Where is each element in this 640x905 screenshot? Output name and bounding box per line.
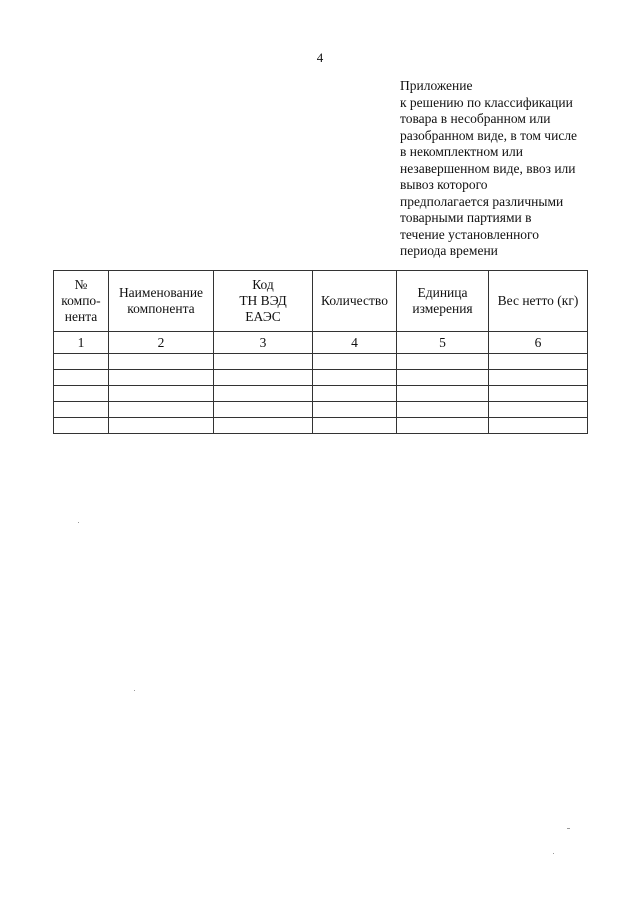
table-cell (109, 370, 214, 386)
column-number: 3 (214, 332, 313, 354)
column-number: 5 (397, 332, 489, 354)
table-cell (489, 354, 588, 370)
table-cell (397, 354, 489, 370)
appendix-line: незавершенном виде, ввоз или (400, 160, 576, 176)
table-cell (397, 418, 489, 434)
table-row (54, 354, 588, 370)
header-line: ЕАЭС (245, 309, 281, 324)
appendix-line: к решению по классификации (400, 94, 573, 110)
table-cell (54, 418, 109, 434)
header-line: Количество (321, 293, 388, 308)
header-line: нента (64, 309, 98, 324)
appendix-line: периода времени (400, 243, 498, 258)
table-cell (313, 386, 397, 402)
header-line: компо- (61, 293, 101, 308)
table-cell (214, 354, 313, 370)
scan-speck (553, 853, 554, 854)
header-component-name (109, 271, 214, 332)
column-number-row (54, 332, 588, 354)
header-net-weight (489, 271, 588, 332)
table-row (54, 418, 588, 434)
table-cell (109, 354, 214, 370)
header-line: Наименование (118, 285, 204, 300)
scan-speck (134, 690, 135, 691)
table-cell (54, 354, 109, 370)
table-cell (214, 418, 313, 434)
appendix-line: течение установленного (400, 226, 540, 242)
header-line: измерения (412, 301, 473, 316)
table-cell (109, 402, 214, 418)
table-cell (109, 418, 214, 434)
table-cell (489, 402, 588, 418)
table-cell (489, 418, 588, 434)
table-cell (214, 402, 313, 418)
page-number: 4 (316, 50, 324, 65)
table-cell (313, 354, 397, 370)
table-cell (313, 402, 397, 418)
header-line: Единица (417, 285, 468, 300)
appendix-line: предполагается различными (400, 193, 564, 209)
appendix-line: вывоз которого (400, 177, 488, 192)
table-cell (397, 386, 489, 402)
appendix-line: разобранном виде, в том числе (400, 127, 578, 143)
header-line: компонента (127, 301, 195, 316)
scan-speck (78, 522, 79, 523)
table-header-row (54, 271, 588, 332)
table-cell (54, 370, 109, 386)
table-cell (214, 370, 313, 386)
table-cell (54, 386, 109, 402)
appendix-line: в некомплектном или (400, 144, 523, 159)
appendix-line: товара в несобранном или (400, 111, 551, 126)
table-row (54, 402, 588, 418)
table-cell (109, 386, 214, 402)
header-quantity (313, 271, 397, 332)
table-cell (54, 402, 109, 418)
table-cell (313, 370, 397, 386)
appendix-line: Приложение (400, 78, 473, 93)
table-cell (313, 418, 397, 434)
header-line: ТН ВЭД (239, 293, 287, 308)
header-unit (397, 271, 489, 332)
header-component-number (54, 271, 109, 332)
header-line: Код (252, 277, 274, 292)
table-cell (214, 386, 313, 402)
scan-speck (567, 828, 570, 829)
header-tn-ved-code (214, 271, 313, 332)
column-number: 4 (313, 332, 397, 354)
components-table (53, 270, 588, 434)
column-number: 6 (489, 332, 588, 354)
table-cell (489, 370, 588, 386)
table-cell (397, 370, 489, 386)
table-row (54, 386, 588, 402)
column-number: 1 (54, 332, 109, 354)
appendix-note (400, 78, 625, 260)
header-line: № (74, 277, 88, 292)
header-line: Вес нетто (кг) (497, 293, 579, 308)
table-row (54, 370, 588, 386)
column-number: 2 (109, 332, 214, 354)
table-cell (397, 402, 489, 418)
table-cell (489, 386, 588, 402)
appendix-line: товарными партиями в (400, 210, 532, 225)
